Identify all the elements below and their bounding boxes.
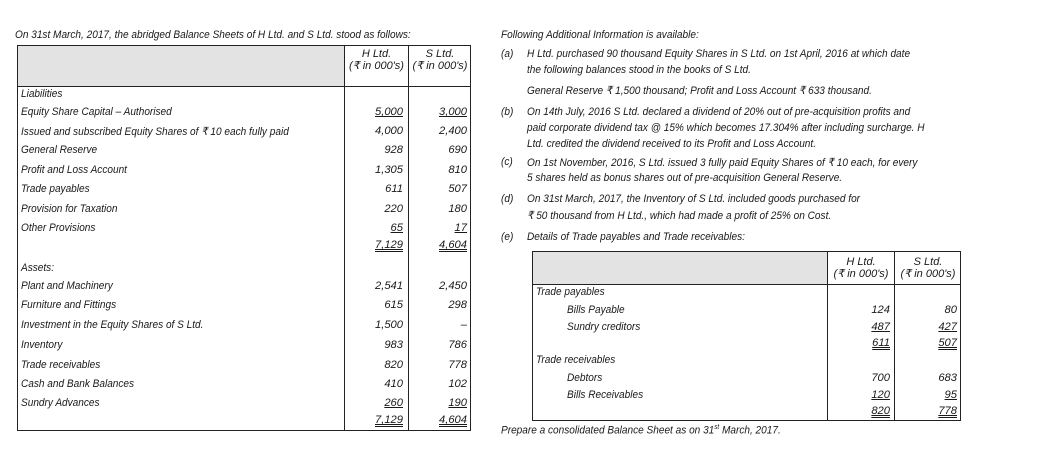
table-header-divider xyxy=(17,86,471,87)
table-border xyxy=(17,45,471,431)
table-cell-h: 928 xyxy=(384,144,403,156)
table-cell-s: 180 xyxy=(448,203,467,215)
trade-payables-total-s: 507 xyxy=(938,337,957,349)
table-row-label: Provision for Taxation xyxy=(21,203,118,215)
table-cell-s: 507 xyxy=(448,183,467,195)
table-row-label: Sundry creditors xyxy=(567,321,641,333)
trade-header-divider xyxy=(532,284,961,285)
table-row-label: Debtors xyxy=(567,372,603,384)
item-b-text: paid corporate dividend tax @ 15% which becomes 17.304% after including surcharge. H xyxy=(527,122,925,134)
assets-total-s: 4,604 xyxy=(439,414,467,426)
table-cell-h: 983 xyxy=(384,339,403,351)
table-row-label: Bills Payable xyxy=(567,304,625,316)
table-cell-s: 3,000 xyxy=(439,106,467,118)
table-col-divider xyxy=(408,45,409,431)
table-row-label: Profit and Loss Account xyxy=(21,164,127,176)
item-b-marker: (b) xyxy=(501,106,514,118)
table-row-label: Equity Share Capital – Authorised xyxy=(21,106,172,118)
table-cell-h: 820 xyxy=(384,359,403,371)
trade-receivables-heading: Trade receivables xyxy=(536,354,616,366)
table-cell-h: 700 xyxy=(871,372,890,384)
table-cell-s: 2,400 xyxy=(439,125,467,137)
trade-payables-total-h: 611 xyxy=(872,337,890,349)
item-a-marker: (a) xyxy=(501,48,514,60)
table-cell-h: 124 xyxy=(871,304,890,316)
liabilities-total-s: 4,604 xyxy=(439,239,467,251)
table-row-label: Plant and Machinery xyxy=(21,280,113,292)
col-header-s-ltd: S Ltd. (₹ in 000's) xyxy=(412,48,468,72)
table-row-label: Inventory xyxy=(21,339,63,351)
table-cell-s: 80 xyxy=(944,304,957,316)
right-intro-text: Following Additional Information is available: xyxy=(501,29,699,41)
table-cell-h: 1,500 xyxy=(375,319,403,331)
table-cell-s: 17 xyxy=(454,222,467,234)
item-a-text: H Ltd. purchased 90 thousand Equity Shares in S Ltd. on 1st April, 2016 at which date xyxy=(527,48,911,60)
item-b-text: Ltd. credited the dividend received to its Profit and Loss Account. xyxy=(527,138,816,150)
table-row-label: Trade payables xyxy=(21,183,90,195)
table-cell-h: 410 xyxy=(384,378,403,390)
table-col-divider xyxy=(344,45,345,431)
assets-heading: Assets: xyxy=(21,262,55,274)
item-b-text: On 14th July, 2016 S Ltd. declared a dividend of 20% out of pre-acquisition profits and xyxy=(527,106,911,118)
table-cell-h: 2,541 xyxy=(375,280,403,292)
table-cell-s: 102 xyxy=(448,378,467,390)
table-cell-h: 260 xyxy=(384,397,403,409)
table-row-label: General Reserve xyxy=(21,144,98,156)
closing-instruction: Prepare a consolidated Balance Sheet as on 31st March, 2017. xyxy=(501,424,781,437)
table-cell-s: 778 xyxy=(448,359,467,371)
table-cell-s: 810 xyxy=(448,164,467,176)
item-a-text: General Reserve ₹ 1,500 thousand; Profit and Loss Account ₹ 633 thousand. xyxy=(527,85,872,97)
table-cell-h: 611 xyxy=(385,183,403,195)
table-row-label: Furniture and Fittings xyxy=(21,299,117,311)
left-intro-text: On 31st March, 2017, the abridged Balance Sheets of H Ltd. and S Ltd. stood as follows: xyxy=(15,29,411,41)
item-c-marker: (c) xyxy=(501,156,513,168)
table-cell-h: 5,000 xyxy=(375,106,403,118)
table-cell-s: 95 xyxy=(944,389,957,401)
table-row-label: Bills Receivables xyxy=(567,389,644,401)
table-row-label: Investment in the Equity Shares of S Ltd. xyxy=(21,319,204,331)
table-row-label: Trade receivables xyxy=(21,359,101,371)
item-a-text: the following balances stood in the books of S Ltd. xyxy=(527,64,751,76)
table-cell-s: 2,450 xyxy=(439,280,467,292)
table-cell-h: 4,000 xyxy=(375,125,403,137)
table-cell-h: 487 xyxy=(871,321,890,333)
item-e-text: Details of Trade payables and Trade receivables: xyxy=(527,231,745,243)
table-row-label: Other Provisions xyxy=(21,222,96,234)
table-cell-h: 615 xyxy=(384,299,403,311)
trade-receivables-total-s: 778 xyxy=(938,405,957,417)
item-d-text: On 31st March, 2017, the Inventory of S Ltd. included goods purchased for xyxy=(527,193,861,205)
trade-receivables-total-h: 820 xyxy=(871,405,890,417)
table-cell-s: 786 xyxy=(448,339,467,351)
table-cell-s: 427 xyxy=(938,321,957,333)
table-cell-h: 220 xyxy=(384,203,403,215)
item-c-text: 5 shares held as bonus shares out of pre-acquisition General Reserve. xyxy=(527,172,843,184)
table-row-label: Sundry Advances xyxy=(21,397,100,409)
item-d-text: ₹ 50 thousand from H Ltd., which had made a profit of 25% on Cost. xyxy=(527,210,832,222)
table-cell-h: 1,305 xyxy=(375,164,403,176)
table-row-label: Cash and Bank Balances xyxy=(21,378,135,390)
assets-total-h: 7,129 xyxy=(375,414,403,426)
trade-col-header-h-ltd: H Ltd. (₹ in 000's) xyxy=(833,256,889,280)
table-cell-s: – xyxy=(460,319,467,331)
table-cell-h: 120 xyxy=(871,389,890,401)
item-c-text: On 1st November, 2016, S Ltd. issued 3 fully paid Equity Shares of ₹ 10 each, for every xyxy=(527,157,918,169)
item-d-marker: (d) xyxy=(501,193,514,205)
table-cell-s: 683 xyxy=(938,372,957,384)
item-e-marker: (e) xyxy=(501,231,514,243)
liabilities-heading: Liabilities xyxy=(21,88,63,100)
table-cell-s: 690 xyxy=(448,144,467,156)
table-row-label: Issued and subscribed Equity Shares of ₹ 10 each fully paid xyxy=(21,126,289,138)
table-cell-h: 65 xyxy=(390,222,403,234)
table-cell-s: 190 xyxy=(448,397,467,409)
liabilities-total-h: 7,129 xyxy=(375,239,403,251)
col-header-h-ltd: H Ltd. (₹ in 000's) xyxy=(349,48,404,72)
trade-payables-heading: Trade payables xyxy=(536,286,605,298)
trade-col-header-s-ltd: S Ltd. (₹ in 000's) xyxy=(900,256,956,280)
table-cell-s: 298 xyxy=(448,299,467,311)
